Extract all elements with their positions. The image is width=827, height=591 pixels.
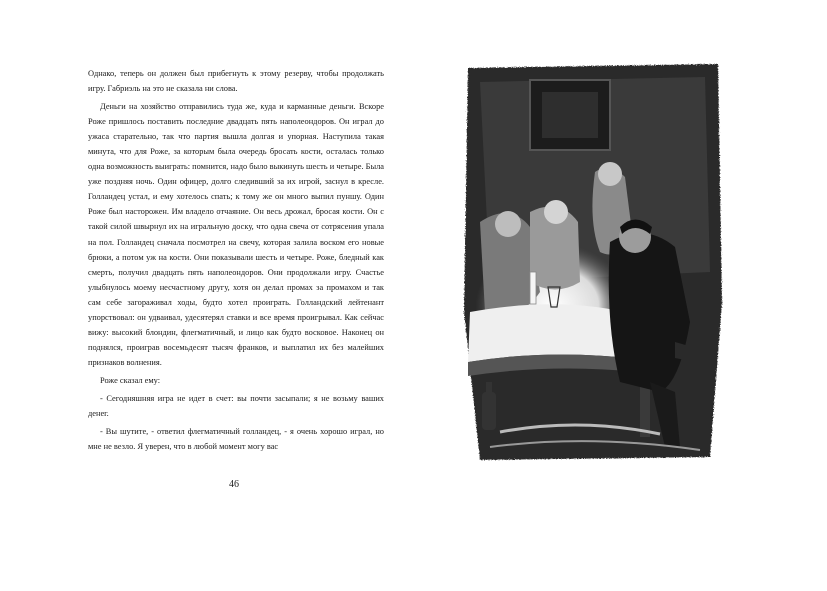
paragraph: Роже сказал ему: [100,375,161,385]
paragraph: Деньги на хозяйство отправились туда же, куда и карманные деньги. Вскоре Роже пришлось поставить последние двадцать пять наполеондоров. Он играл до ужаса старательно, так что партия вышла долгая и упорная. Наступила такая минута, что для Роже, за которым была очередь бросать кости, осталась только одна возможность выиграть: помнится, надо было выкинуть шесть и четыре. Была уже поздняя ночь. Один офицер, долго следивший за их игрой, заснул в кресле. Голландец устал, и ему хотелось спать; к тому же он много выпил пуншу. Один Роже был насторожен. Им владело отчаяние. Он весь дрожал, бросая кости. Он с такой силой швырнул их на игральную доску, что одна свеча от сотрясения упала на пол. Голландец сначала посмотрел на свечу, которая залила воском его новые брюки, а потом уж на кости. Они показывали шесть и четыре. Роже, бледный как смерть, получил двадцать пять наполеондоров. Они продолжали игру. Счастье улыбнулось моему несчастному другу, хотя он делал промах за промахом и так сам себе загораживал ходы, будто хотел проиграть. Голландский лейтенант упорствовал: он удваивал, удесятерял ставки и все время проигрывал. Как сейчас вижу: высокий блондин, флегматичный, и лицо как будто восковое. Наконец он поднялся, проиграв восемьдесят тысяч франков, и выплатил их без малейших признаков волнения. [88,102,384,367]
text-page [88,66,384,457]
page-number: 46 [229,479,239,490]
paragraph: - Вы шутите, - ответил флегматичный голландец, - я очень хорошо играл, но мне не везло. Я уверен, что в любой момент могу вас [88,427,384,452]
paragraph: Однако, теперь он должен был прибегнуть к этому резерву, чтобы продолжать игру. Габриэль на это не сказала ни слова. [88,69,384,94]
charcoal-sketch-card-game-icon [460,62,725,462]
paragraph: - Сегодняшняя игра не идет в счет: вы почти засыпали; я не возьму ваших денег. [88,393,384,419]
